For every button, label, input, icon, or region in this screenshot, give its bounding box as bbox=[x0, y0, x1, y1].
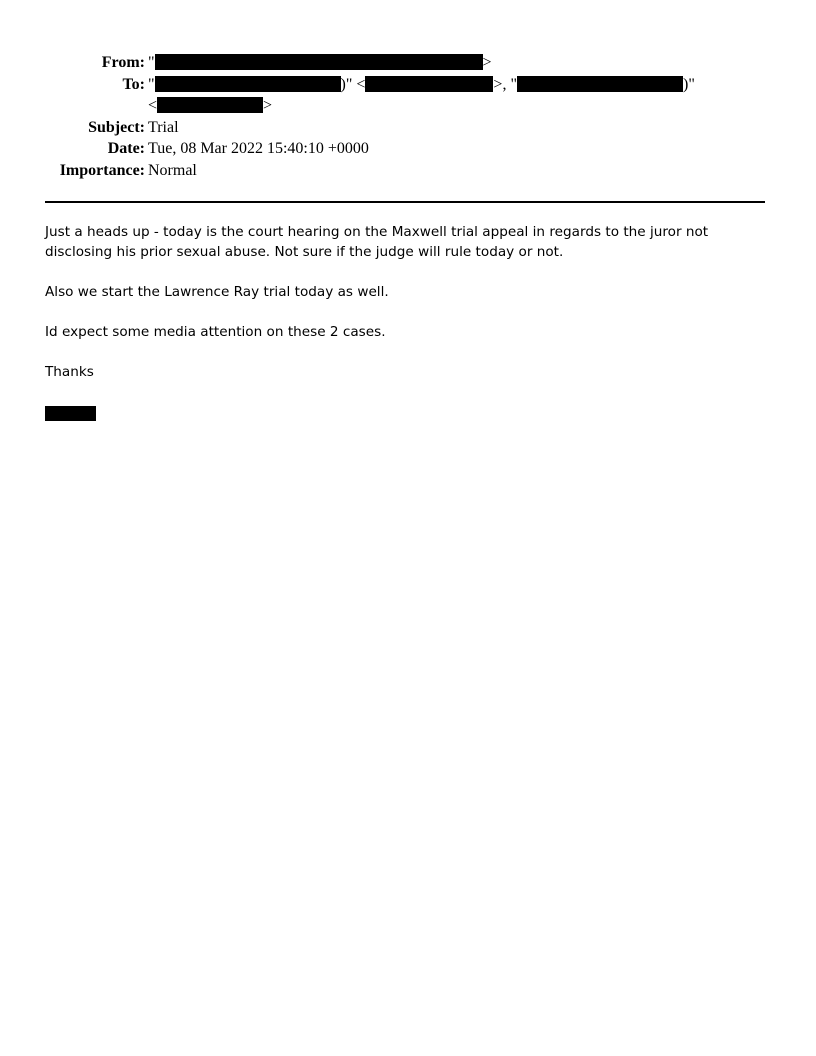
header-divider bbox=[45, 201, 765, 203]
date-row bbox=[0, 138, 816, 160]
from-close: > bbox=[482, 54, 492, 71]
to-row-continued bbox=[0, 95, 816, 117]
body-paragraph: Thanks bbox=[45, 364, 94, 380]
importance-value: Normal bbox=[148, 161, 197, 179]
to-line2-close: > bbox=[263, 97, 273, 114]
to-label: To: bbox=[122, 75, 145, 93]
importance-row bbox=[0, 160, 816, 182]
to-value bbox=[148, 74, 695, 96]
from-value bbox=[148, 52, 492, 74]
email-header bbox=[0, 52, 816, 181]
redaction-box bbox=[155, 76, 341, 92]
redaction-box bbox=[517, 76, 683, 92]
signature-redaction bbox=[45, 406, 96, 421]
email-body bbox=[45, 222, 770, 402]
to-open-quote: " bbox=[148, 75, 155, 93]
subject-label: Subject: bbox=[88, 118, 145, 136]
date-label: Date: bbox=[107, 140, 145, 157]
redaction-box bbox=[157, 97, 263, 113]
date-value: Tue, 08 Mar 2022 15:40:10 +0000 bbox=[148, 140, 369, 157]
to-line2-open: < bbox=[148, 97, 158, 114]
body-paragraph: Also we start the Lawrence Ray trial today as well. bbox=[45, 284, 389, 300]
body-paragraph: Just a heads up - today is the court hearing on the Maxwell trial appeal in regards to the juror not disclosing his prior sexual abuse. Not sure if the judge will rule today or not. bbox=[45, 224, 709, 260]
to-row bbox=[0, 74, 816, 96]
subject-row bbox=[0, 117, 816, 139]
to-value-line-2 bbox=[148, 95, 272, 117]
to-end: )" bbox=[682, 75, 695, 93]
to-mid-1: )" < bbox=[340, 75, 366, 93]
redaction-box bbox=[155, 54, 483, 70]
redaction-box bbox=[365, 76, 493, 92]
from-label: From: bbox=[101, 54, 145, 71]
from-row bbox=[0, 52, 816, 74]
importance-label: Importance: bbox=[59, 161, 145, 179]
subject-value: Trial bbox=[148, 118, 179, 136]
to-mid-2: >, " bbox=[493, 75, 517, 93]
body-paragraph: Id expect some media attention on these 2 cases. bbox=[45, 324, 386, 340]
from-open-quote: " bbox=[148, 54, 155, 71]
